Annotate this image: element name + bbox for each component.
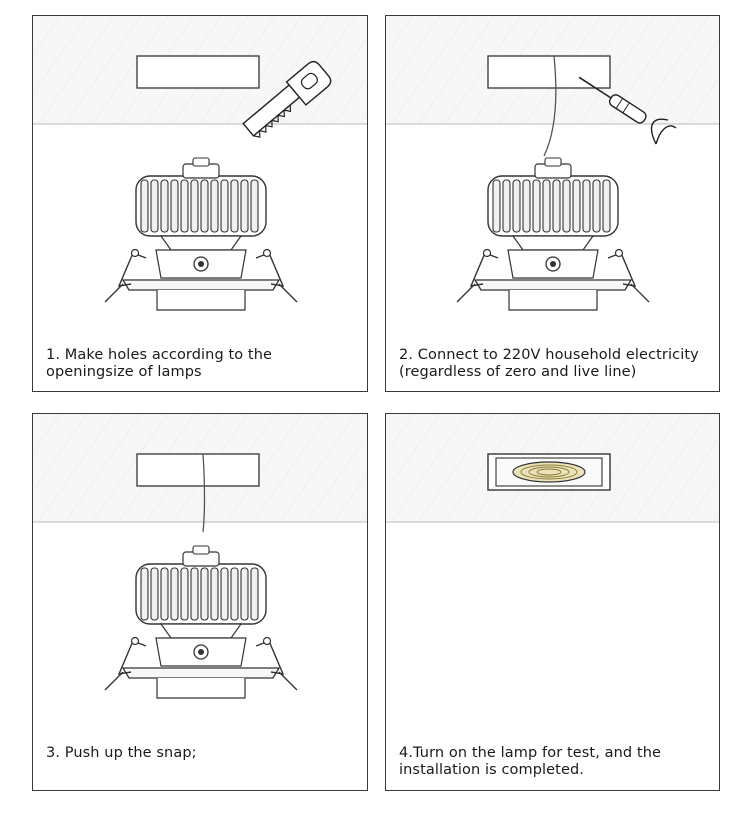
step-1-caption: 1. Make holes according to the openingsize of lamps (46, 347, 273, 380)
installed-lamp-icon (386, 414, 720, 791)
saw-cutting-ceiling-icon (33, 16, 368, 392)
screwdriver-wiring-icon (386, 16, 720, 392)
push-up-lamp-icon (33, 414, 368, 791)
step-4-caption: 4.Turn on the lamp for test, and the installation is completed. (399, 745, 662, 778)
step-2-caption: 2. Connect to 220V household electricity (regardless of zero and live line) (399, 347, 699, 380)
step-3-caption: 3. Push up the snap; (46, 745, 197, 761)
step-3-panel (32, 413, 368, 791)
step-2-panel (385, 15, 720, 392)
step-4-panel (385, 413, 720, 791)
step-1-panel (32, 15, 368, 392)
